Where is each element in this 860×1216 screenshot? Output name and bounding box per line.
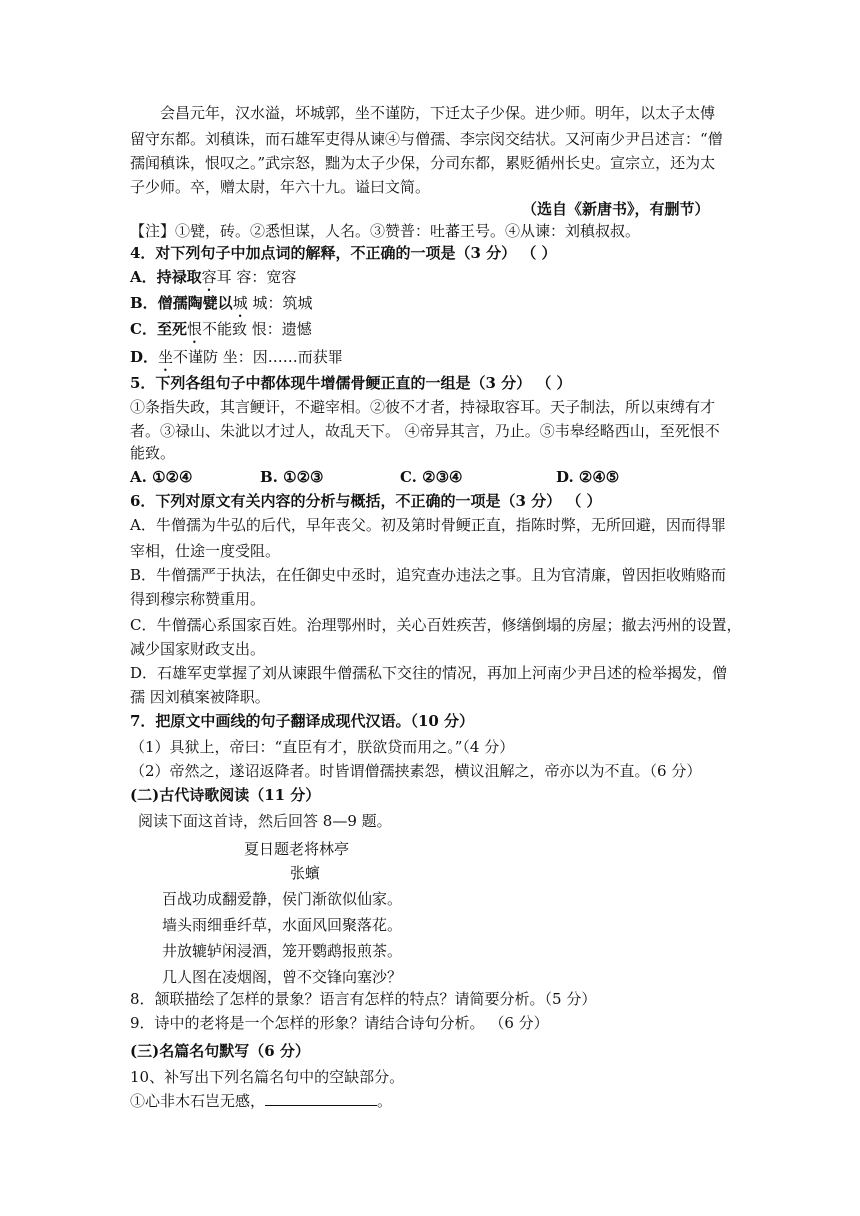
- passage-note: 【注】①甓，砖。②悉怛谋，人名。③赞普：吐蕃王号。④从谏：刘稹叔叔。: [130, 222, 641, 240]
- q4-option-a: [130, 266, 296, 295]
- q6-line-4: 得到穆宗称赞重用。: [130, 590, 266, 608]
- q6-stem: 6．下列对原文有关内容的分析与概括，不正确的一项是（3 分） （ ）: [130, 492, 602, 510]
- poem-author: 张蠙: [290, 864, 321, 882]
- q6-line-1: A．牛僧孺为牛弘的后代，早年丧父。初及第时骨鲠正直，指陈时弊，无所回避，因而得罪: [130, 516, 726, 534]
- q6-line-8: 孺 因刘稹案被降职。: [130, 688, 270, 706]
- q5-option-d: D. ②④⑤: [556, 468, 620, 486]
- q4-c-post: 不能致 恨：遗憾: [201, 320, 312, 338]
- q8-stem: 8．颔联描绘了怎样的景象？语言有怎样的特点？请简要分析。（5 分）: [130, 990, 597, 1008]
- q5-line-2: 者。③禄山、朱泚以才过人，故乱天下。 ④帝异其言，乃止。⑤韦皋经略西山，至死恨不: [130, 422, 720, 440]
- poem-line-1: 百战功成翻爱静，侯门渐欲似仙家。: [162, 890, 403, 908]
- passage-line-1: 会昌元年，汉水溢，坏城郭，坐不谨防，下迁太子少保。进少师。明年，以太子太傅: [160, 104, 716, 122]
- poem-line-3: 井放辘轳闲浸酒，笼开鹦鹉报煎茶。: [162, 942, 403, 960]
- q4-a-post: 耳 容：宽容: [216, 268, 297, 286]
- q10-stem: 10、补写出下列名篇名句中的空缺部分。: [130, 1068, 405, 1086]
- poem-title: 夏日题老将林亭: [244, 840, 350, 858]
- q10-item-1: [130, 1090, 392, 1112]
- section-poetry-heading: (二)古代诗歌阅读（11 分）: [130, 786, 321, 804]
- q7-sentence-2: （2）帝然之，遂诏返降者。时皆谓僧孺挟素怨，横议沮解之，帝亦以为不直。（6 分）: [130, 762, 702, 780]
- q9-stem: 9．诗中的老将是一个怎样的形象？请结合诗句分析。 （6 分）: [130, 1014, 549, 1032]
- q4-d-pre: D．: [130, 348, 159, 366]
- q5-line-1: ①条指失政，其言鲠讦，不避宰相。②彼不才者，持禄取容耳。天子制法，所以束缚有才: [130, 398, 716, 416]
- q4-a-dot-word: 容: [201, 268, 217, 286]
- q4-b-dot-word: 城: [232, 294, 248, 312]
- q7-sentence-1: （1）具狱上，帝曰：“直臣有才，朕欲贷而用之。”（4 分）: [130, 738, 515, 756]
- q6-line-2: 宰相，仕途一度受阻。: [130, 542, 281, 560]
- poetry-intro: 阅读下面这首诗，然后回答 8—9 题。: [138, 812, 392, 830]
- q4-option-c: [130, 318, 312, 347]
- q4-d-post: 不谨防 坐：因……而获罪: [173, 348, 343, 366]
- q4-d-dot-word: 坐: [158, 348, 174, 366]
- q4-a-pre: A．持禄取: [130, 268, 202, 286]
- q5-options: [130, 466, 619, 488]
- q4-option-b: [130, 292, 312, 321]
- passage-source: （选自《新唐书》，有删节）: [522, 200, 710, 218]
- answer-blank[interactable]: [265, 1091, 377, 1106]
- passage-line-2: 留守东都。刘稹诛，而石雄军吏得从谏④与僧孺、李宗闵交结状。又河南少尹吕述言：“僧: [130, 130, 723, 148]
- q4-c-pre: C．至死: [130, 320, 187, 338]
- q4-stem: 4．对下列句子中加点词的解释，不正确的一项是（3 分） （ ）: [130, 244, 557, 262]
- q6-line-5: C．牛僧孺心系国家百姓。治理鄂州时，关心百姓疾苦，修缮倒塌的房屋；撤去沔州的设置，: [130, 616, 742, 634]
- section-recitation-heading: (三)名篇名句默写（6 分）: [130, 1042, 310, 1060]
- q5-option-c: C. ②③④: [400, 468, 463, 486]
- q10-item-1-text: ①心非木石岂无感，: [130, 1092, 266, 1110]
- q5-stem: 5．下列各组句子中都体现牛增儒骨鲠正直的一组是（3 分） （ ）: [130, 374, 572, 392]
- passage-line-4: 子少师。卒，赠太尉，年六十九。谥曰文简。: [130, 178, 431, 196]
- q4-option-d: [130, 346, 343, 375]
- q4-c-dot-word: 恨: [186, 320, 202, 338]
- poem-line-4: 几人图在凌烟阁，曾不交锋向塞沙？: [162, 968, 403, 986]
- q7-stem: 7．把原文中画线的句子翻译成现代汉语。（10 分）: [130, 712, 475, 730]
- q5-option-a: A. ①②④: [130, 468, 193, 486]
- passage-line-3: 孺闻稹诛，恨叹之。”武宗怒，黜为太子少保，分司东都，累贬循州长史。宣宗立，还为太: [130, 154, 716, 172]
- q5-option-b: B. ①②③: [260, 468, 324, 486]
- poem-line-2: 墙头雨细垂纤草，水面风回聚落花。: [162, 916, 403, 934]
- q6-line-3: B．牛僧孺严于执法，在任御史中丞时，追究查办违法之事。且为官清廉，曾因拒收贿赂而: [130, 566, 727, 584]
- q5-line-3: 能致。: [130, 444, 176, 462]
- q4-b-post: 城：筑城: [247, 294, 313, 312]
- q10-item-1-end: 。: [377, 1092, 393, 1110]
- q6-line-7: D．石雄军吏掌握了刘从谏跟牛僧孺私下交往的情况，再加上河南少尹吕述的检举揭发，僧: [130, 664, 728, 682]
- q6-line-6: 减少国家财政支出。: [130, 640, 266, 658]
- q4-b-pre: B．僧孺陶甓以: [130, 294, 233, 312]
